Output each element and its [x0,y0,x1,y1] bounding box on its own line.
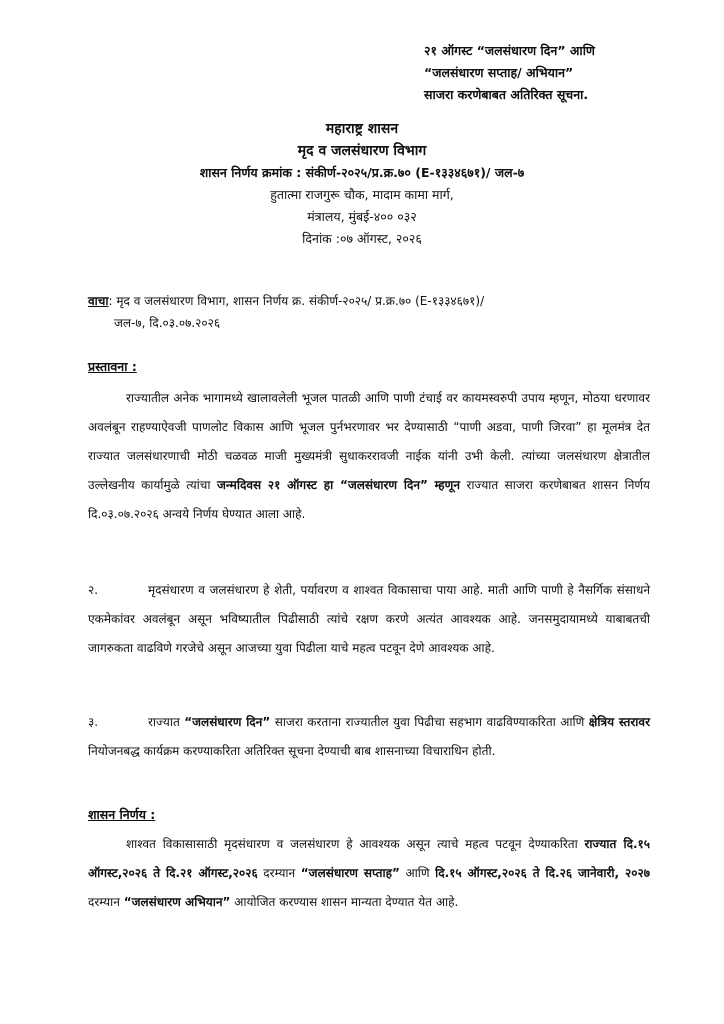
gr-number: शासन निर्णय क्रमांक : संकीर्ण-२०२५/प्र.क्र.७० (E-१३३४६७१)/ जल-७ [199,165,525,180]
preamble-paragraph-3 [88,708,650,766]
paragraph-text: राज्यात साजरा करणेबाबत शासन निर्णय दि.०३.०७.२०२६ अन्वये निर्णय घेण्यात आला आहे. [88,478,651,521]
paragraph-bold-text: “जलसंधारण अभियान” [123,895,231,909]
reference-label: वाचा [88,294,109,308]
preamble-paragraph-2 [88,576,650,663]
paragraph-text: राज्यातील अनेक भागामध्ये खालावलेली भूजल पातळी आणि पाणी टंचाई वर कायमस्वरुपी उपाय म्हणून, मोठया धरणावर अवलंबून राहण्याऐवजी पाणलोट विकास आणि भूजल पुर्नभरणावर भर देण्यासाठी “पाणी अडवा, पाणी जिरवा” हा मूलमंत्र देत राज्यात जलसंधारणाची मोठी चळवळ माजी मुख्यमंत्री सुधाकररावजी नाईक यांनी उभी केली. त्यांच्या जलसंधारण क्षेत्रातील उल्लेखनीय कार्यामुळे त्यांचा [88,391,650,492]
government-name: महाराष्ट्र शासन [325,121,399,137]
paragraph-bold-text: “जलसंधारण दिन” [184,715,271,729]
paragraph-number: २. [88,583,99,597]
paragraph-text: साजरा करताना राज्यातील युवा पिढीचा सहभाग वाढविण्याकरिता आणि [274,715,585,729]
paragraph-text: दरम्यान [263,866,296,880]
reference-block [88,290,658,334]
paragraph-text: दरम्यान [88,895,120,909]
preamble-title: प्रस्तावना : [88,359,137,374]
address-line: हुतात्मा राजगुरू चौक, मादाम कामा मार्ग, [270,187,454,202]
paragraph-text: मृदसंधारण व जलसंधारण हे शेती, पर्यावरण व शाश्वत विकासाचा पाया आहे. माती आणि पाणी हे नैसर्गिक संसाधने एकमेकांवर अवलंबून असून भविष्यातील पिढीसाठी त्यांचे रक्षण करणे अत्यंत आवश्यक आहे. जनसमुदायामध्ये याबाबतची जागरुकता वाढविणे गरजेचे असून आजच्या युवा पिढीला याचे महत्व पटवून देणे आवश्यक आहे. [88,583,650,655]
paragraph-number: ३. [88,715,99,729]
subject-line: साजरा करणेबाबत अतिरिक्त सूचना. [424,87,589,102]
paragraph-bold-text: राज्यात दि.१५ ऑगस्ट,२०२६ ते दि.२१ ऑगस्ट,२०२६ [88,837,650,880]
address-line: मंत्रालय, मुंबई-४०० ०३२ [307,209,417,224]
subject-line: “जलसंधारण सप्ताह/ अभियान” [424,65,574,80]
reference-text: जल-७, दि.०३.०७.२०२६ [114,316,221,330]
department-name: मृद व जलसंधारण विभाग [297,143,427,159]
decision-title: शासन निर्णय : [88,807,156,822]
paragraph-bold-text: जन्मदिवस २१ ऑगस्ट हा “जलसंधारण दिन” म्हणून [216,478,461,492]
preamble-paragraph-1 [88,384,650,529]
paragraph-bold-text: क्षेत्रिय स्तरावर [588,715,650,729]
paragraph-text: आयोजित करण्यास शासन मान्यता देण्यात येत आहे. [234,895,459,909]
decision-paragraph [88,830,650,917]
paragraph-bold-text: दि.१५ ऑगस्ट,२०२६ ते दि.२६ जानेवारी, २०२७ [435,866,650,880]
subject-block [424,40,664,106]
issue-date: दिनांक :०७ ऑगस्ट, २०२६ [302,231,422,246]
paragraph-text: नियोजनबद्ध कार्यक्रम करण्याकरिता अतिरिक्त सूचना देण्याची बाब शासनाच्या विचाराधिन होती. [88,744,496,758]
paragraph-text: राज्यात [148,715,180,729]
paragraph-text: शाश्वत विकासासाठी मृदसंधारण व जलसंधारण हे आवश्यक असून त्याचे महत्व पटवून देण्याकरिता [126,837,578,851]
letterhead [0,118,724,250]
paragraph-bold-text: “जलसंधारण सप्ताह” [300,866,400,880]
reference-text: : मृद व जलसंधारण विभाग, शासन निर्णय क्र. संकीर्ण-२०२५/ प्र.क्र.७० (E-१३३४६७१)/ [108,294,485,308]
paragraph-text: आणि [405,866,430,880]
subject-line: २१ ऑगस्ट “जलसंधारण दिन” आणि [424,43,595,58]
